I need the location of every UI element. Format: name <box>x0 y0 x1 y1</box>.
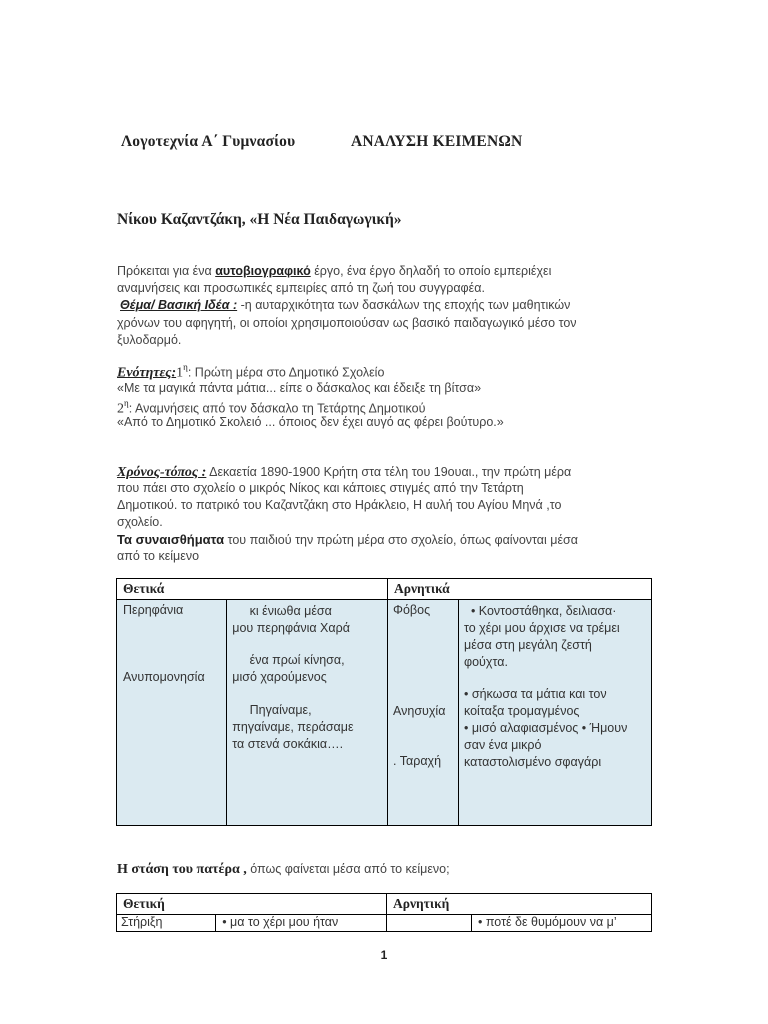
positive-quotes-cell <box>227 600 388 826</box>
quote-line: σαν ένα μικρό <box>464 738 542 752</box>
timeplace-line-3: Δημοτικού. το πατρικό του Καζαντζάκη στο Ηράκλειο, Η αυλή του Αγίου Μηνά ,το <box>117 498 562 512</box>
intro-line-1 <box>117 264 551 278</box>
intro-text: Πρόκειται για ένα <box>117 264 216 278</box>
units-line-1 <box>117 362 384 381</box>
unit-1-text: : Πρώτη μέρα στο Δημοτικό Σχολείο <box>187 365 385 380</box>
quote-line: κοίταξα τρομαγμένος <box>464 704 580 718</box>
timeplace-text: Δεκαετία 1890-1900 Κρήτη στα τέλη του 19ουαι., την πρώτη μέρα <box>206 465 572 479</box>
theme-text: -η αυταρχικότητα των δασκάλων της εποχής των μαθητικών <box>237 298 571 312</box>
father-table <box>116 893 652 932</box>
negative-emotions-cell <box>388 600 459 826</box>
emotions-table <box>116 578 652 826</box>
father-negative-header: Αρνητική <box>387 894 652 915</box>
unit-number: 2 <box>117 401 124 417</box>
positive-emotions-cell <box>117 600 227 826</box>
father-text: όπως φαίνεται μέσα από το κείμενο; <box>246 862 450 876</box>
timeplace-line-1 <box>117 463 571 481</box>
unit-number: 1 <box>176 365 184 381</box>
feelings-text: του παιδιού την πρώτη μέρα στο σχολείο, όπως φαίνονται μέσα <box>224 533 578 547</box>
father-support-label: Στήριξη <box>117 915 216 932</box>
emotion-agitation: . Ταραχή <box>393 754 442 768</box>
subject-heading: Λογοτεχνία Α΄ Γυμνασίου <box>121 133 296 150</box>
units-label: Ενότητες: <box>117 365 177 381</box>
quote-line: μέσα στη μεγάλη ζεστή <box>464 638 592 652</box>
father-negative-label <box>387 915 472 932</box>
quote-line: Πηγαίναμε, <box>232 703 312 717</box>
quote-line: μου περηφάνια Χαρά <box>232 621 350 635</box>
unit-2-text: : Αναμνήσεις από τον δάσκαλο τη Τετάρτης Δημοτικού <box>128 401 426 416</box>
work-title: Νίκου Καζαντζάκη, «Η Νέα Παιδαγωγική» <box>117 211 402 228</box>
timeplace-line-4: σχολείο. <box>117 515 163 529</box>
father-question <box>117 860 450 878</box>
quote-pride <box>232 603 350 637</box>
negative-header: Αρνητικά <box>388 579 652 600</box>
feelings-line <box>117 532 578 547</box>
quote-line: κι ένιωθα μέσα <box>232 604 332 618</box>
quote-line: • Κοντοστάθηκα, δειλιασα· <box>464 604 617 618</box>
father-positive-header: Θετική <box>117 894 387 915</box>
quote-line: • μισό αλαφιασμένος • Ήμουν <box>464 721 628 735</box>
intro-line-2: αναμνήσεις και προσωπικές εμπειρίες από τη ζωή του συγγραφέα. <box>117 281 485 295</box>
timeplace-line-2: που πάει στο σχολείο ο μικρός Νίκος και κάποιες στιγμές από την Τετάρτη <box>117 481 524 495</box>
quote-worry <box>464 686 607 720</box>
feelings-label: Τα συναισθήματα <box>117 532 225 547</box>
theme-line <box>117 298 570 312</box>
unit-1-quote: «Με τα μαγικά πάντα μάτια... είπε ο δάσκαλος και έδειξε τη βίτσα» <box>117 381 482 395</box>
quote-line: μισό χαρούμενος <box>232 670 327 684</box>
quote-walking <box>232 702 353 753</box>
emotion-impatience: Ανυπομονησία <box>123 670 205 684</box>
quote-line: τα στενά σοκάκια…. <box>232 737 344 751</box>
quote-line: ένα πρωί κίνησα, <box>232 653 345 667</box>
intro-line-5: ξυλοδαρμό. <box>117 333 182 347</box>
timeplace-label: Χρόνος-τόπος : <box>117 465 207 480</box>
intro-text: έργο, ένα έργο δηλαδή το οποίο εμπεριέχει <box>310 264 552 278</box>
quote-impatience <box>232 652 344 686</box>
document-title: ΑΝΑΛΥΣΗ ΚΕΙΜΕΝΩΝ <box>351 133 523 150</box>
father-label: Η στάση του πατέρα , <box>117 862 247 877</box>
autobiographical-term: αυτοβιογραφικό <box>215 264 311 278</box>
quote-line: φούχτα. <box>464 655 508 669</box>
negative-quotes-cell <box>459 600 652 826</box>
quote-line: το χέρι μου άρχισε να τρέμει <box>464 621 620 635</box>
page-number: 1 <box>380 948 388 962</box>
emotion-worry: Ανησυχία <box>393 704 446 718</box>
unit-2-quote: «Από το Δημοτικό Σκολειό ... όποιος δεν έχει αυγό ας φέρει βούτυρο.» <box>117 415 504 429</box>
feelings-line-2: από το κείμενο <box>117 549 200 563</box>
unit-ordinal: η <box>183 362 188 372</box>
quote-agitation <box>464 720 627 771</box>
emotion-pride: Περηφάνια <box>123 603 184 617</box>
father-negative-quote: • ποτέ δε θυμόμουν να μ’ <box>472 915 652 932</box>
quote-line: καταστολισμένο σφαγάρι <box>464 755 602 769</box>
theme-label: Θέμα/ Βασική Ιδέα : <box>120 298 238 312</box>
quote-line: πηγαίναμε, περάσαμε <box>232 720 354 734</box>
unit-ordinal: η <box>124 398 129 408</box>
emotion-fear: Φόβος <box>393 603 431 617</box>
positive-header: Θετικά <box>117 579 388 600</box>
quote-line: • σήκωσα τα μάτια και τον <box>464 687 607 701</box>
quote-fear <box>464 603 620 671</box>
father-support-quote: • μα το χέρι μου ήταν <box>216 915 387 932</box>
intro-line-4: χρόνων του αφηγητή, οι οποίοι χρησιμοποιούσαν ως βασικό παιδαγωγικό μέσο τον <box>117 316 577 330</box>
